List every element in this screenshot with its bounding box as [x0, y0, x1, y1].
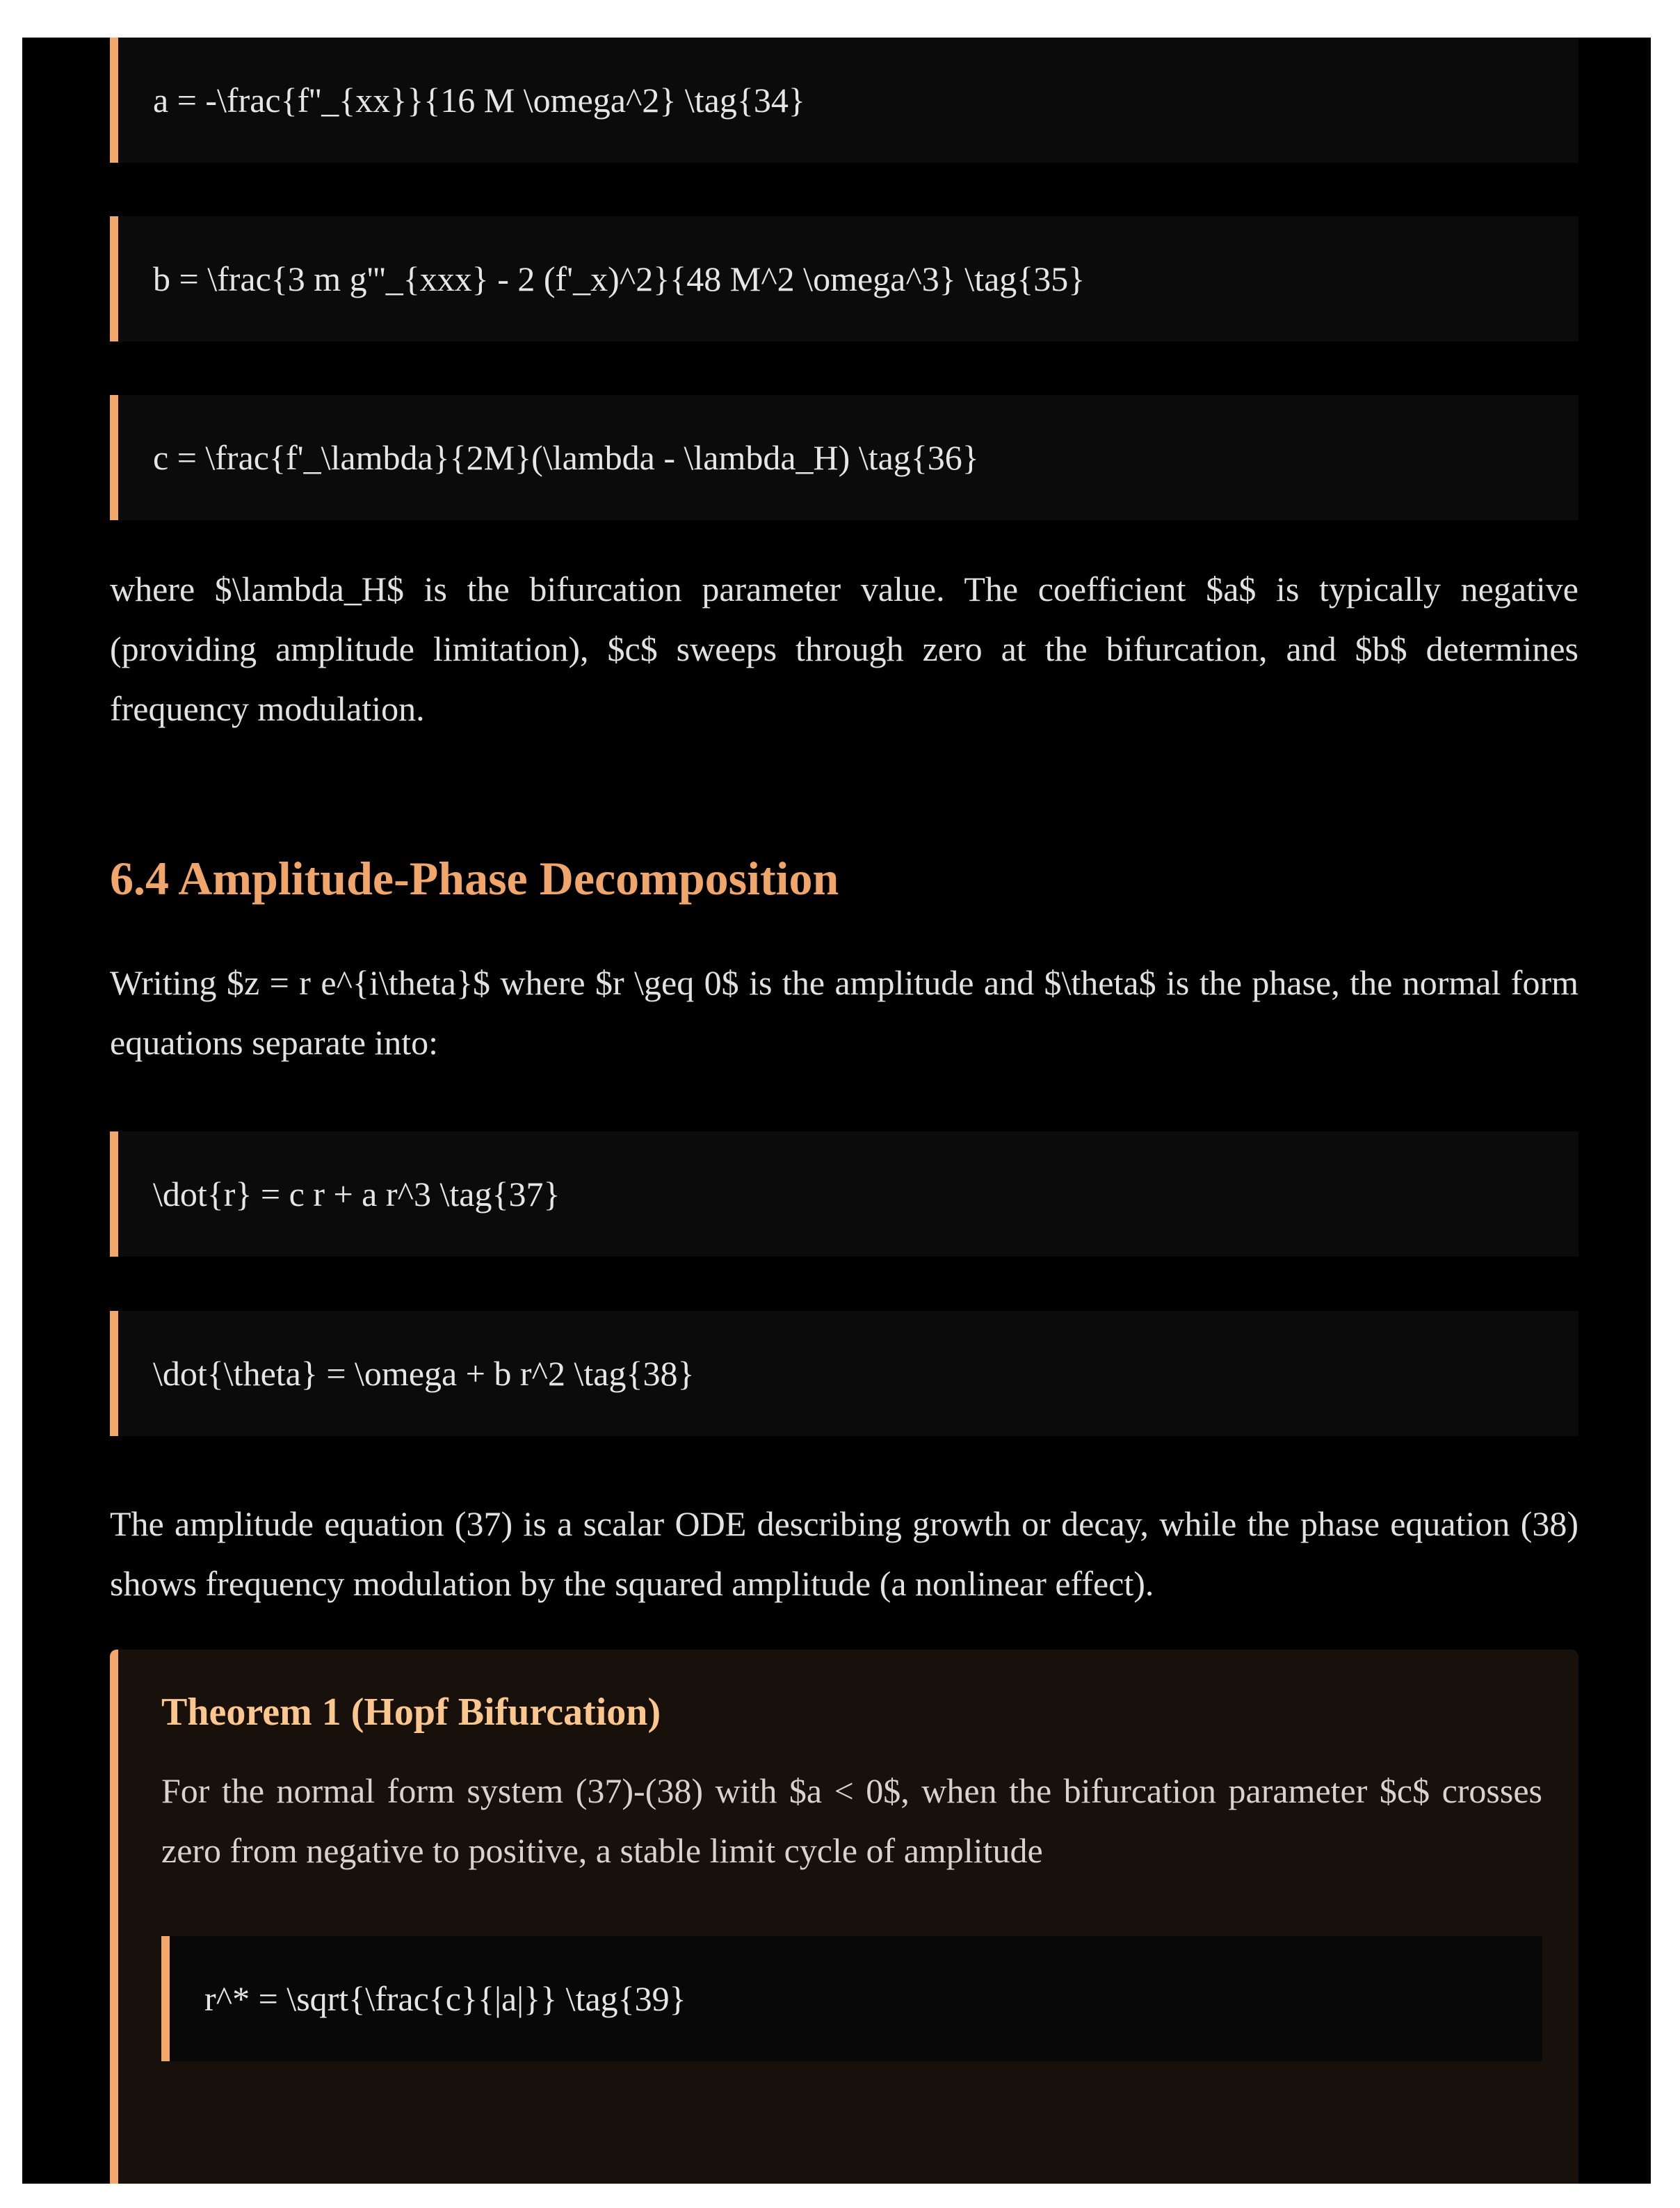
document-page: [22, 38, 1651, 2184]
equation-38: [110, 1311, 1578, 1436]
paragraph-bifurcation-coefficients: where $\lambda_H$ is the bifurcation parameter value. The coefficient $a$ is typically negative (providing amplitude limitation), $c$ sweeps through zero at the bifurcation, and $b$ determines frequency modulation.: [110, 570, 1578, 728]
theorem-body: For the normal form system (37)-(38) with $a < 0$, when the bifurcation parameter $c$ crosses zero from negative to positive, a stable limit cycle of amplitude: [161, 1771, 1542, 1870]
equation-35: [110, 216, 1578, 341]
paragraph-amplitude-phase: Writing $z = r e^{i\theta}$ where $r \geq 0$ is the amplitude and $\theta$ is the phase, the normal form equations separate into:: [110, 963, 1578, 1062]
paragraph-amplitude-equation: The amplitude equation (37) is a scalar ODE describing growth or decay, while the phase equation (38) shows frequency modulation by the squared amplitude (a nonlinear effect).: [110, 1504, 1578, 1603]
equation-34-text: a = -\frac{f''_{xx}}{16 M \omega^2} \tag{34}: [153, 81, 805, 120]
equation-38-text: \dot{\theta} = \omega + b r^2 \tag{38}: [153, 1354, 695, 1393]
equation-39-text: r^* = \sqrt{\frac{c}{|a|}} \tag{39}: [204, 1979, 686, 2018]
theorem-box: [110, 1650, 1578, 2184]
equation-37: [110, 1131, 1578, 1257]
equation-39: [161, 1936, 1542, 2061]
section-heading: 6.4 Amplitude-Phase Decomposition: [110, 852, 839, 905]
theorem-title: Theorem 1 (Hopf Bifurcation): [161, 1691, 661, 1734]
equation-36-text: c = \frac{f'_\lambda}{2M}(\lambda - \lambda_H) \tag{36}: [153, 438, 979, 477]
equation-35-text: b = \frac{3 m g'''_{xxx} - 2 (f'_x)^2}{48 M^2 \omega^3} \tag{35}: [153, 259, 1085, 298]
equation-34: [110, 38, 1578, 163]
equation-37-text: \dot{r} = c r + a r^3 \tag{37}: [153, 1175, 560, 1214]
equation-36: [110, 395, 1578, 520]
